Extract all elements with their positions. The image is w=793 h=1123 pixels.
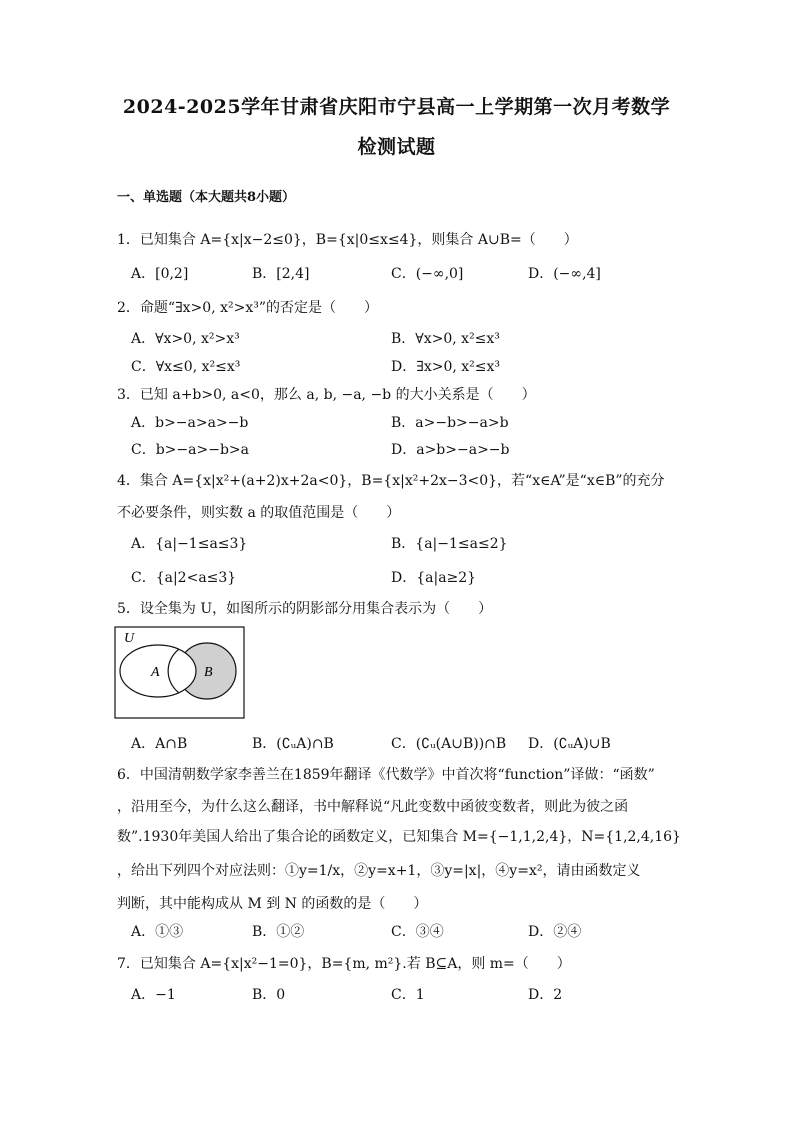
q3-option-b: B．a>−b>−a>b: [391, 415, 509, 431]
doc-title-line2: 检测试题: [357, 136, 436, 158]
question-2-stem: 2．命题“∃x>0, x²>x³”的否定是（ ）: [117, 300, 378, 316]
q7-option-c: C．1: [391, 987, 425, 1003]
q1-option-c: C．(−∞,0]: [391, 266, 464, 282]
question-7-stem: 7．已知集合 A={x|x²−1=0}，B={m, m²}.若 B⊆A，则 m=（ ）: [117, 956, 571, 972]
doc-title-line1: 2024-2025学年甘肃省庆阳市宁县高一上学期第一次月考数学: [122, 96, 671, 118]
question-4-stem-cont: 不必要条件，则实数 a 的取值范围是（ ）: [117, 505, 401, 521]
q6-option-b: B．①②: [252, 924, 305, 940]
q4-option-a: A．{a|−1≤a≤3}: [131, 536, 248, 552]
q1-option-a: A．[0,2]: [131, 266, 189, 282]
q6-option-c: C．③④: [391, 924, 444, 940]
question-6-stem: 6．中国清朝数学家李善兰在1859年翻译《代数学》中首次将“function”译做：“函数”: [117, 767, 655, 783]
q3-option-c: C．b>−a>−b>a: [131, 442, 249, 458]
q3-option-d: D．a>b>−a>−b: [391, 442, 510, 458]
venn-diagram: [114, 626, 246, 720]
q5-option-b: B．(∁ᵤA)∩B: [252, 736, 334, 752]
question-5-stem: 5．设全集为 U，如图所示的阴影部分用集合表示为（ ）: [117, 601, 493, 617]
question-6-stem-2: ，沿用至今，为什么这么翻译，书中解释说“凡此变数中函彼变数者，则此为彼之函: [117, 799, 629, 815]
q2-option-b: B．∀x>0, x²≤x³: [391, 331, 500, 347]
q7-option-d: D．2: [528, 987, 563, 1003]
q1-option-d: D．(−∞,4]: [528, 266, 601, 282]
q5-option-d: D．(∁ᵤA)∪B: [528, 736, 611, 752]
q4-option-c: C．{a|2<a≤3}: [131, 570, 237, 586]
q5-option-c: C．(∁ᵤ(A∪B))∩B: [391, 736, 507, 752]
q5-option-a: A．A∩B: [131, 736, 188, 752]
question-4-stem: 4．集合 A={x|x²+(a+2)x+2a<0}，B={x|x²+2x−3<0}，若“x∈A”是“x∈B”的充分: [117, 473, 665, 489]
label-u: U: [124, 631, 135, 646]
q7-option-a: A．−1: [131, 987, 176, 1003]
q2-option-c: C．∀x≤0, x²≤x³: [131, 359, 241, 375]
question-6-stem-3: 数”.1930年美国人给出了集合论的函数定义，已知集合 M={−1,1,2,4}，N={1,2,4,16}: [117, 829, 681, 845]
q3-option-a: A．b>−a>a>−b: [131, 415, 249, 431]
q7-option-b: B．0: [252, 987, 286, 1003]
label-b: B: [204, 665, 213, 680]
q2-option-d: D．∃x>0, x²≤x³: [391, 359, 500, 375]
question-6-stem-4: ，给出下列四个对应法则：①y=1/x，②y=x+1，③y=|x|，④y=x²，请由函数定义: [117, 863, 641, 879]
question-3-stem: 3．已知 a+b>0, a<0，那么 a, b, −a, −b 的大小关系是（ ）: [117, 387, 536, 403]
q4-option-d: D．{a|a≥2}: [391, 570, 477, 586]
q2-option-a: A．∀x>0, x²>x³: [131, 331, 240, 347]
question-6-stem-5: 判断，其中能构成从 M 到 N 的函数的是（ ）: [117, 896, 428, 912]
q1-option-b: B．[2,4]: [252, 266, 310, 282]
section-heading: 一、单选题（本大题共8小题）: [117, 190, 296, 205]
q6-option-a: A．①③: [131, 924, 184, 940]
label-a: A: [151, 665, 160, 680]
q4-option-b: B．{a|−1≤a≤2}: [391, 536, 508, 552]
q6-option-d: D．②④: [528, 924, 582, 940]
question-1-stem: 1．已知集合 A={x|x−2≤0}，B={x|0≤x≤4}，则集合 A∪B=（ ）: [117, 232, 578, 248]
